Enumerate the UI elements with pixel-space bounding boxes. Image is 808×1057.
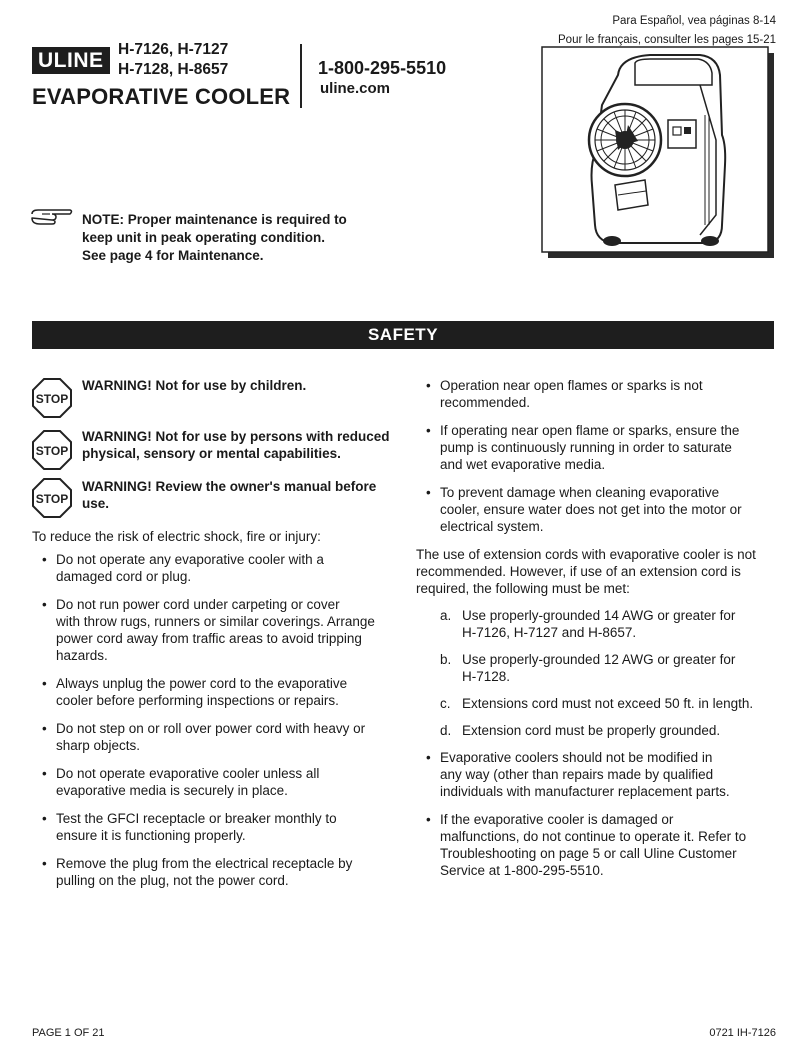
list-item-line: damaged cord or plug. — [56, 569, 192, 584]
list-item — [416, 749, 778, 800]
list-item-line: • Do not step on or roll over power cord with heavy or — [56, 721, 366, 736]
list-item — [416, 422, 778, 473]
list-item-line: H-7126, H-7127 and H-8657. — [462, 625, 637, 640]
list-item — [32, 720, 402, 754]
warning-manual — [82, 478, 402, 512]
list-item — [416, 722, 778, 739]
list-marker: d. — [440, 723, 452, 738]
list-item-line: power cord away from traffic areas to avoid tripping — [56, 631, 362, 646]
list-item — [416, 651, 778, 685]
maintenance-note — [82, 211, 382, 265]
list-item-line: • Remove the plug from the electrical receptacle by — [56, 856, 353, 871]
stop-sign-icon — [32, 430, 72, 470]
list-item-line: Troubleshooting on page 5 or call Uline Customer — [440, 846, 737, 861]
safety-heading: SAFETY — [32, 321, 774, 349]
list-item-line: Extension cord must be properly grounded. — [462, 723, 721, 738]
list-item-line: hazards. — [56, 648, 108, 663]
extension-cord-requirements — [416, 607, 778, 739]
extension-intro-line: The use of extension cords with evaporative cooler is not — [416, 547, 756, 562]
stop-sign-label: STOP — [35, 392, 69, 406]
list-item-line: electrical system. — [440, 519, 544, 534]
list-item-line: • If operating near open flame or sparks, ensure the — [440, 423, 740, 438]
stop-sign-label: STOP — [35, 492, 69, 506]
warning-children — [82, 377, 402, 394]
list-item-line: ensure it is functioning properly. — [56, 828, 246, 843]
list-item — [32, 765, 402, 799]
list-item-line: • Do not operate any evaporative cooler with a — [56, 552, 324, 567]
evaporative-cooler-illustration — [540, 45, 776, 260]
list-item-line: • Evaporative coolers should not be modified in — [440, 750, 713, 765]
list-item — [416, 377, 778, 411]
list-item-line: cooler, ensure water does not get into the motor or — [440, 502, 742, 517]
safety-left-column — [32, 528, 402, 900]
list-item-line: recommended. — [440, 395, 531, 410]
list-item-line: evaporative media is securely in place. — [56, 783, 288, 798]
list-item-line: individuals with manufacturer replacement parts. — [440, 784, 730, 799]
warning-manual-line2: use. — [82, 496, 110, 511]
phone-number: 1-800-295-5510 — [318, 58, 447, 78]
page-number: PAGE 1 OF 21 — [32, 1027, 105, 1039]
stop-sign-icon — [32, 378, 72, 418]
safety-right-column — [416, 377, 778, 890]
safety-intro: To reduce the risk of electric shock, fire or injury: — [32, 529, 321, 544]
list-item-line: • Do not run power cord under carpeting or cover — [56, 597, 340, 612]
list-item-line: • To prevent damage when cleaning evaporative — [440, 485, 720, 500]
model-numbers-line1: H-7126, H-7127 — [118, 41, 229, 58]
list-item-line: • Test the GFCI receptacle or breaker monthly to — [56, 811, 337, 826]
list-item-line: any way (other than repairs made by qualified — [440, 767, 714, 782]
website-link[interactable]: uline.com — [320, 80, 391, 97]
list-item-line: malfunctions, do not continue to operate it. Refer to — [440, 829, 747, 844]
extension-intro-line: required, the following must be met: — [416, 581, 630, 596]
list-item — [32, 810, 402, 844]
list-item-line: Extensions cord must not exceed 50 ft. in length. — [462, 696, 754, 711]
extension-intro-line: recommended. However, if use of an extension cord is — [416, 564, 741, 579]
list-item — [32, 855, 402, 889]
list-item — [416, 695, 778, 712]
uline-logo: ULINE — [32, 47, 110, 74]
warning-manual-line1: WARNING! Review the owner's manual before — [82, 479, 377, 494]
stop-sign-label: STOP — [35, 444, 69, 458]
list-item-line: • If the evaporative cooler is damaged or — [440, 812, 674, 827]
list-item-line: sharp objects. — [56, 738, 141, 753]
page-title: EVAPORATIVE COOLER — [32, 84, 291, 109]
safety-right-list-top — [416, 377, 778, 535]
list-item — [32, 551, 402, 585]
spanish-pages-note: Para Español, vea páginas 8-14 — [612, 15, 776, 27]
stop-sign-icon — [32, 478, 72, 518]
list-marker: b. — [440, 652, 452, 667]
warning-capabilities-line1: WARNING! Not for use by persons with reduced — [82, 429, 390, 444]
list-item-line: Use properly-grounded 12 AWG or greater for — [462, 652, 736, 667]
list-item — [32, 596, 402, 664]
maintenance-note-line2: keep unit in peak operating condition. — [82, 230, 326, 245]
pointing-hand-icon — [30, 206, 74, 228]
list-item — [416, 484, 778, 535]
list-item-line: • Operation near open flames or sparks is not — [440, 378, 703, 393]
extension-cord-intro — [416, 546, 778, 597]
list-item-line: cooler before performing inspections or repairs. — [56, 693, 339, 708]
list-marker: a. — [440, 608, 452, 623]
list-item-line: • Always unplug the power cord to the evaporative — [56, 676, 348, 691]
list-item-line: • Do not operate evaporative cooler unless all — [56, 766, 320, 781]
list-item-line: and wet evaporative media. — [440, 457, 606, 472]
list-item-line: Service at 1-800-295-5510. — [440, 863, 604, 878]
model-numbers-line2: H-7128, H-8657 — [118, 61, 229, 78]
list-item — [32, 675, 402, 709]
list-marker: c. — [440, 696, 451, 711]
warning-capabilities-line2: physical, sensory or mental capabilities. — [82, 446, 341, 461]
safety-right-list-bottom — [416, 749, 778, 879]
document-code: 0721 IH-7126 — [709, 1027, 776, 1039]
list-item-line: pulling on the plug, not the power cord. — [56, 873, 289, 888]
safety-left-list — [32, 551, 402, 889]
list-item-line: with throw rugs, runners or similar coverings. Arrange — [56, 614, 375, 629]
warning-children-line1: WARNING! Not for use by children. — [82, 378, 307, 393]
maintenance-note-line1: NOTE: Proper maintenance is required to — [82, 212, 347, 227]
warning-capabilities — [82, 428, 402, 462]
model-numbers — [118, 40, 228, 80]
list-item-line: H-7128. — [462, 669, 511, 684]
french-pages-note: Pour le français, consulter les pages 15-21 — [558, 34, 776, 46]
list-item-line: Use properly-grounded 14 AWG or greater for — [462, 608, 736, 623]
maintenance-note-line3: See page 4 for Maintenance. — [82, 248, 264, 263]
header-divider — [300, 44, 302, 108]
list-item — [416, 811, 778, 879]
list-item-line: pump is continuously running in order to saturate — [440, 440, 732, 455]
list-item — [416, 607, 778, 641]
